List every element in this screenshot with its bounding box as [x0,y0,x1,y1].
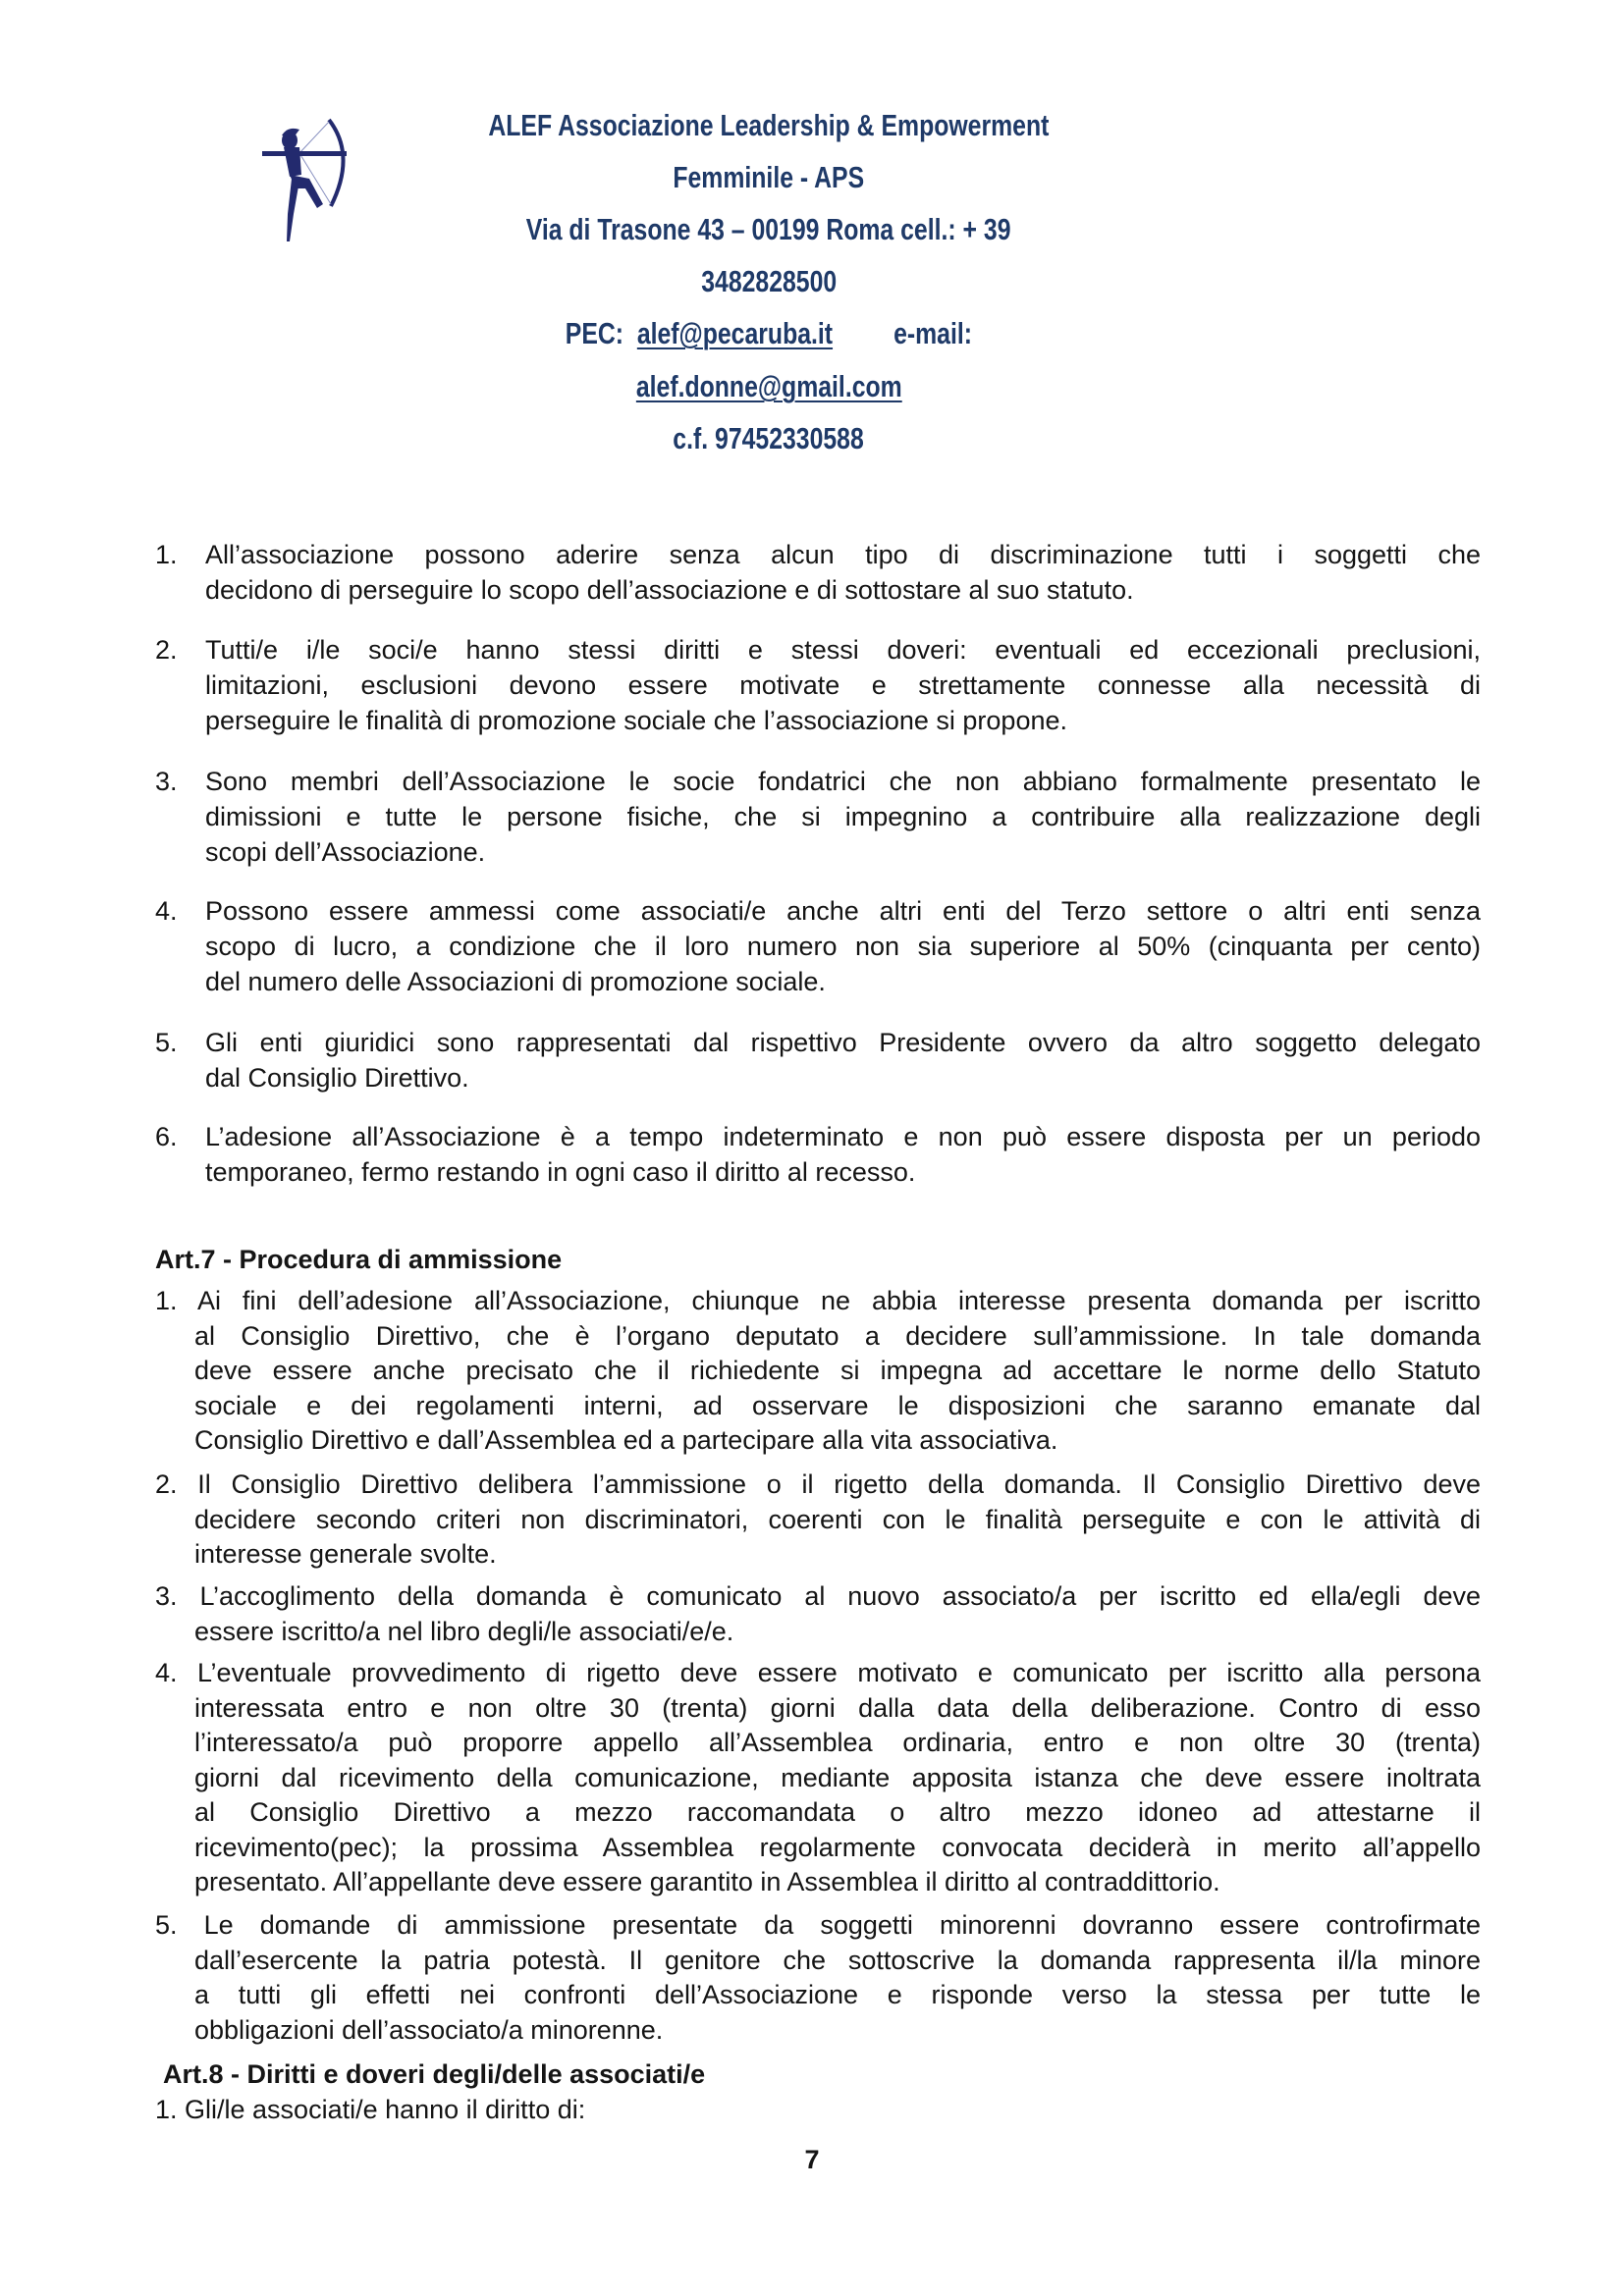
list-item [155,1579,1481,1649]
org-name-cont-text: Femminile - APS [673,160,865,194]
list-item-line [155,893,1481,929]
list-item-line [155,572,1481,608]
list-item-line [155,1389,1481,1424]
pec-email-link[interactable]: alef@pecaruba.it [636,316,834,350]
list-item-text: al Consiglio Direttivo a mezzo raccomandata o altro mezzo idoneo ad attestarne il [194,1797,1481,1827]
list-item-text: L’accoglimento della domanda è comunicato al nuovo associato/a per iscritto ed ella/egli deve [199,1581,1481,1611]
list-item-line [155,1354,1481,1389]
list-item-number: 4. [155,896,178,926]
list-item-text: Sono membri dell’Associazione le socie fondatrici che non abbiano formalmente presentato le [205,767,1481,796]
list-item-line [155,929,1481,964]
list-item-line [155,1284,1481,1319]
list-item-text: del numero delle Associazioni di promozione sociale. [205,967,826,996]
list-item-text: temporaneo, fermo restando in ogni caso il diritto al recesso. [205,1157,916,1187]
phone-text: 3482828500 [701,264,837,298]
list-item-line [155,1831,1481,1866]
list-item-text: sociale e dei regolamenti interni, ad osservare le disposizioni che saranno emanate dal [194,1390,1481,1420]
list-item-line [155,1944,1481,1979]
list-item-number: 5. [155,1028,178,1057]
list-item-text: perseguire le finalità di promozione sociale che l’associazione si propone. [205,706,1068,735]
email-line [376,367,1162,406]
address [376,210,1162,249]
fiscal-code [376,419,1162,458]
list-item-text: Possono essere ammessi come associati/e anche altri enti del Terzo settore o altri enti senza [205,896,1481,926]
list-item-text: Gli enti giuridici sono rappresentati dal rispettivo Presidente ovvero da altro soggetto delegato [205,1028,1481,1057]
pec-line [376,314,1162,353]
list-item-text: a tutti gli effetti nei confronti dell’Associazione e risponde verso la stessa per tutte le [194,1980,1481,2009]
list-item-text: scopi dell’Associazione. [205,837,486,867]
email-label: e-mail: [893,316,973,350]
list-item-line [155,1978,1481,2013]
list-item-line [155,1319,1481,1355]
list-item-number: 1. [155,540,178,569]
list-item [155,1656,1481,1900]
list-item-text: decidono di perseguire lo scopo dell’associazione e di sottostare al suo statuto. [205,575,1134,605]
list-item-number: 1. [155,1286,178,1315]
list-item-text: Le domande di ammissione presentate da soggetti minorenni dovranno essere controfirmate [203,1910,1481,1940]
archer-logo [260,116,358,243]
page-number: 7 [804,2145,820,2174]
list-item-line [155,964,1481,999]
list-item-text: dal Consiglio Direttivo. [205,1063,469,1093]
list-item-text: obbligazioni dell’associato/a minorenne. [194,2014,664,2045]
list-item-line [155,1154,1481,1190]
list-item-number: 3. [155,767,178,796]
list-item-text: deve essere anche precisato che il richiedente si impegna ad accettare le norme dello Statuto [194,1356,1481,1385]
list-item-number: 2. [155,1469,178,1499]
list-item-text: scopo di lucro, a condizione che il loro numero non sia superiore al 50% (cinquanta per cento) [205,932,1481,961]
list-item-text: l’interessato/a può proporre appello all’Assemblea ordinaria, entro e non oltre 30 (trenta) [194,1728,1481,1757]
list-item [155,1468,1481,1573]
list-item-text: L’adesione all’Associazione è a tempo indeterminato e non può essere disposta per un periodo [205,1122,1481,1151]
address-text: Via di Trasone 43 – 00199 Roma cell.: + 39 [526,212,1011,246]
list-item-line [155,1468,1481,1503]
list-item [155,1119,1481,1190]
list-item-line [155,1503,1481,1538]
list-item-line [155,703,1481,738]
list-item-line [155,1691,1481,1727]
list-item-text: al Consiglio Direttivo, che è l’organo deputato a decidere sull’ammissione. In tale domanda [194,1320,1481,1351]
list-item-line [155,834,1481,870]
list-item-text: limitazioni, esclusioni devono essere motivate e strettamente connesse alla necessità di [205,670,1481,700]
pec-label: PEC: [565,316,624,350]
list-item-text: interesse generale svolte. [194,1539,497,1569]
org-name-text: ALEF Associazione Leadership & Empowerment [488,108,1050,142]
list-item-line [155,1119,1481,1154]
list-item-text: decidere secondo criteri non discriminatori, coerenti con le finalità perseguite e con le attività di [194,1504,1481,1534]
art8-item-1-text: 1. Gli/le associati/e hanno il diritto di: [155,2095,586,2124]
list-item [155,632,1481,738]
list-item-number: 4. [155,1658,178,1687]
list-item-number: 2. [155,635,178,665]
art8-item-1 [155,2092,1481,2127]
list-item-line [155,1060,1481,1095]
list-item [155,764,1481,870]
list-item-text: dall’esercente la patria potestà. Il genitore che sottoscrive la domanda rappresenta il/la minore [194,1945,1481,1975]
list-item-line [155,1537,1481,1573]
list-item-text: dimissioni e tutte le persone fisiche, che si impegnino a contribuire alla realizzazione degli [205,802,1481,831]
list-item-number: 5. [155,1910,178,1940]
list-item-text: interessata entro e non oltre 30 (trenta) giorni dalla data della deliberazione. Contro di esso [194,1692,1481,1723]
org-name [376,106,1162,145]
list-item-text: All’associazione possono aderire senza alcun tipo di discriminazione tutti i soggetti che [205,540,1481,569]
org-name-cont [376,158,1162,197]
list-item-line [155,799,1481,834]
list-item [155,1908,1481,2048]
email-link[interactable]: alef.donne@gmail.com [635,369,902,403]
list-item-text: essere iscritto/a nel libro degli/le associati/e/e. [194,1616,734,1646]
list-item [155,1025,1481,1095]
list-item-line [155,2013,1481,2049]
list-item [155,537,1481,608]
art8-heading: Art.8 - Diritti e doveri degli/delle associati/e [163,2059,706,2089]
list-item-text: Il Consiglio Direttivo delibera l’ammissione o il rigetto della domanda. Il Consiglio Direttivo deve [197,1469,1481,1499]
list-item-line [155,1865,1481,1900]
list-item-text: presentato. All’appellante deve essere garantito in Assemblea il diritto al contraddittorio. [194,1867,1220,1896]
list-item-line [155,1656,1481,1691]
list-item-line [155,1761,1481,1796]
list-item-line [155,1908,1481,1944]
list-item-text: L’eventuale provvedimento di rigetto deve essere motivato e comunicato per iscritto alla persona [197,1658,1481,1687]
list-item-number: 3. [155,1581,178,1611]
list-item-number: 6. [155,1122,178,1151]
art7-heading: Art.7 - Procedura di ammissione [155,1245,563,1274]
list-item [155,1284,1481,1459]
list-item-text: Consiglio Direttivo e dall’Assemblea ed a partecipare alla vita associativa. [194,1425,1058,1455]
list-item-line [155,1579,1481,1615]
list-item-line [155,1025,1481,1060]
list-item-text: ricevimento(pec); la prossima Assemblea regolarmente convocata deciderà in merito all’appello [194,1832,1481,1862]
list-item-line [155,537,1481,572]
list-item-text: Ai fini dell’adesione all’Associazione, chiunque ne abbia interesse presenta domanda per iscritto [196,1286,1481,1315]
list-item-line [155,1423,1481,1459]
fiscal-code-text: c.f. 97452330588 [673,421,865,455]
list-item-line [155,667,1481,703]
list-item-text: Tutti/e i/le soci/e hanno stessi diritti e stessi doveri: eventuali ed eccezionali preclusioni, [205,635,1481,665]
list-item-text: giorni dal ricevimento della comunicazione, mediante apposita istanza che deve essere inoltrata [194,1762,1481,1792]
list-item-line [155,1726,1481,1761]
phone [376,262,1162,301]
list-item-line [155,632,1481,667]
list-item-line [155,764,1481,799]
list-item-line [155,1795,1481,1831]
list-item-line [155,1615,1481,1650]
list-item [155,893,1481,999]
